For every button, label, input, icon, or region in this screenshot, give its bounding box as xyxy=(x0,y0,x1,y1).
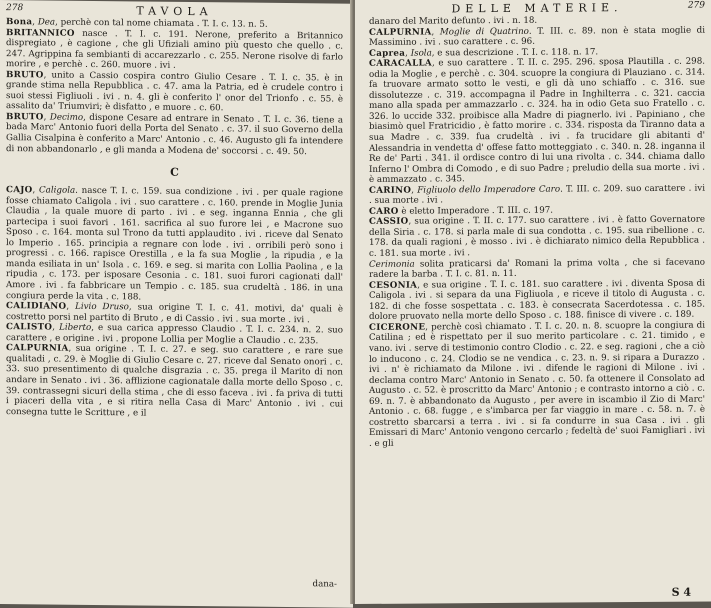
entry-text: , dispone Cesare ad entrare in Senato . T. I. c. 36. tiene a bada Marc' Antonio fuori della Porta del Senato . c. 37. il suo Governo della Gallia Cisalpina è conferito a Marc' Antonio . c. 46. Augusto gli fa intendere di non abbandonarlo , e gli manda a Modena de' soccorsi . c. 49. 50. xyxy=(6,112,344,157)
index-entry: Caprea, Isola, e sua descrizione . T. I. c. 118. n. 17. xyxy=(369,46,599,59)
index-entries-top xyxy=(6,17,343,158)
entry-text: . nasce T. I. c. 159. sua condizione . ivi . per quale ragione fosse chiamato Caligola . ivi . suo carattere . c. 160. prende in Moglie Junia Claudia , la quale muore di parto . ivi . e seg. inganna Ennia , che gli partecipa i suoi favori . 161. sacrifica al suo furore lei , e Macrone suo Sposo . c. 164. monta sul Trono da tutti applaudito . ivi . riceve dal Senato lo Imperio . 165. principia a regnare con lode . ivi . orribili però sono i progressi . c. 166. rapisce Orestilla , e la fa sua Moglie , la ripudia , e la manda esiliata in un' Isola . c. 169. e seg. si marita con Lollia Paolina , e la ripudia , c. 173. per isposare Cesonia . c. 181. suoi furori cagionati dall' Amore . ivi . fa fabbricare un Tempio . c. 185. sua crudeltà . 186. in una congiura perde la vita . c. 188. xyxy=(6,185,343,303)
index-entry xyxy=(369,257,705,280)
entry-headword: CALISTO xyxy=(6,322,53,333)
entry-text: . T. III. c. 89. non è stata moglie di Massimino . ivi . suo carattere . c. 96. xyxy=(369,25,705,48)
entry-text: , unito a Cassio cospira contro Giulio Cesare . T. I. c. 35. è in grande stima nella Repubblica . c. 47. ama la Patria, ed è crudele contro i suoi stessi Figliuoli . ivi . n. 4. gli è conferito l' onor del Trionfo . c. 55. è assalito da' Triumviri; è disfatto , e muore . c. 60. xyxy=(6,70,343,114)
entry-headword: CALIDIANO xyxy=(6,301,67,312)
left-page xyxy=(0,0,353,608)
index-entry xyxy=(369,320,705,449)
entry-headword: CAJO xyxy=(6,185,33,196)
entry-headword: BRUTO xyxy=(6,111,44,123)
entry-qualifier: Isola xyxy=(410,48,432,59)
entry-qualifier: Livio Druso xyxy=(75,301,129,313)
running-head-title-left: TAVOLA xyxy=(136,4,213,19)
signature-mark: S 4 xyxy=(671,585,691,599)
entry-qualifier: Dea xyxy=(37,17,56,28)
entry-text: danaro del Marito defunto . ivi . n. 18. xyxy=(369,15,538,27)
entry-headword: CALPURNIA xyxy=(369,27,432,38)
right-page xyxy=(355,0,711,604)
entry-text: , e suo carattere . T. II. c. 295. 296. sposa Plautilla . c. 298. odia la Moglie , e perchè . c. 304. scuopre la congiura di Plauziano . c. 314. fa truovare armato sotto le vesti, e gli dà uno schiaffo . c. 316. sue dissolutezze . c. 319. accompagna il Padre in Inghilterra . c. 321. caccia mano alla spada per ammazzarlo . c. 324. ha in odio Geta suo Fratello . c. 326. lo uccide 332. proibisce alla Madre di piagnerlo. ivi . Papiniano , che biasimò quel Fratricidio , è fatto morire . c. 334. risposta da Tiranno data a sua Madre . c. 339. fua crudeltà . ivi . fa trucidare gli abitanti d' Alessandria in vendetta d' offese fatto motteggiato . c. 340. n. 28. inganna il Re de' Parti . 341. il ordisce contro di lui una rivolta . c. 344. chiama dallo Inferno l' Ombra di Comodo , e di suo Padre ; preludio della sua morte . ivi . è ammazzato . c. 345. xyxy=(369,56,705,186)
entry-text: nasce . T. I. c. 191. Nerone, preferito a Britannico dispregiato , è cagione , che gli Ufiziali amino più questo che quello . c. 247. Agrippina fa sembianti di accarezzarlo . c. 255. Nerone risolve di farlo morire , e perchè . c. 260. muore . ivi . xyxy=(6,28,343,72)
entry-text: , e sua descrizione . T. I. c. 118. n. 17. xyxy=(431,46,599,59)
page-number-left: 278 xyxy=(6,3,24,14)
entry-text: , perchè così chiamato . T. I. c. 20. n. 8. scuopre la congiura di Catilina ; ed è rispettato per il suo merito particolare . c. 21. timido , e vano. ivi . serve di testimonio contro Clodio . c. 22. e seg. ragioni , che a ciò lo inducono . c. 24. Clodio se ne vendica . c. 23. n. 9. si ripara a Durazzo . ivi . n' è richiamato da Milone . ivi . difende le ragioni di Milone . ivi . declama contro Marc' Antonio in Senato . c. 50. fa ottenere il Consolato ad Augusto . c. 52. è proscritto da Marc' Antonio ; e contrasto intorno a ciò . c. 69. n. 7. è abbandonato da Augusto , per avere in iscambio il Zio di Marc' Antonio . c. 68. fugge , e s'imbarca per far viaggio in mare . c. 58. n. 7. è costretto sbarcarsi a terra . ivi . si fa condurre in sua Casa . ivi . gli Emissari di Marc' Antonio vengono cercarlo ; fedeltà de' suoi Famigliari . ivi . e gli xyxy=(369,320,705,449)
entry-qualifier: Liberto xyxy=(59,322,92,334)
entry-headword: Caprea xyxy=(369,48,406,59)
entry-headword: CARACALLA xyxy=(369,58,432,70)
entry-headword: CARO xyxy=(369,206,399,217)
entry-text: solita praticarsi da' Romani la prima volta , che si facevano radere la barba . T. I. c. 81. n. 11. xyxy=(369,257,705,281)
entry-qualifier: Cerimonia xyxy=(369,259,415,270)
entry-text: , sua origine . T. II. c. 177. suo carattere . ivi . è fatto Governatore della Siria . c. 178. si parla male di sua condotta . c. 195. sua ribellione . c. 178. da quali ragioni , è mosso . ivi . è dichiarato nimico della Repubblica . c. 181. sua morte . ivi . xyxy=(369,214,705,259)
catchword-left: dana- xyxy=(312,579,337,590)
entry-text: , sua origine . T. I. c. 27. e seg. suo carattere , e rare sue qualitadi , c. 29. è Moglie di Giulio Cesare c. 27. riceve dal Senato onori . c. 33. suo presentimento di qualche disgrazia . c. 35. prega il Marito di non andare in Senato . ivi . 36. afflizione cagionatale dalla morte dello Sposo . c. 39. contrassegni sicuri della stima , che di esso faceva . ivi . fa priva di tutti i piaceri della vita , e si ritira nella Casa di Marc' Antonio . ivi . cui consegna tutte le Scritture , e il xyxy=(6,344,343,419)
entry-headword: CARINO xyxy=(369,185,412,196)
entry-qualifier: Moglie di Quatrino xyxy=(439,26,529,37)
entry-qualifier: Figliuolo dello Imperadore Caro xyxy=(417,184,561,196)
entry-text: . T. III. c. 209. suo carattere . ivi . sua morte . ivi . xyxy=(369,183,705,207)
index-entry xyxy=(6,343,343,420)
entry-qualifier: Caligola xyxy=(39,185,76,196)
entry-headword: BRITANNICO xyxy=(6,27,75,39)
entry-text: , sua origine T. I. c. 41. motivi, da' quali è costretto porsi nel partito di Bruto , e di Cassio . ivi . sua morte . ivi . xyxy=(6,302,343,325)
entry-headword: CALPURNIA xyxy=(6,343,69,355)
entry-text: , e sua carica appresso Claudio . T. I. c. 234. n. 2. suo carattere , e origine . ivi . propone Lollia per Moglie a Claudio . c. 235. xyxy=(6,323,343,347)
index-entry: CAJO, Caligola. nasce T. I. c. 159. sua condizione . ivi . per quale ragione fosse chiamato Caligola . ivi . suo carattere . c. 160. prende in Moglie Junia Claudia , la quale muore di parto . ivi . e seg. inganna Ennia , che gli partecipa i suoi favori . 161. sacrifica al suo furore lei , e Macrone suo Sposo . c. 164. monta sul Trono da tutti applaudito . ivi . riceve dal Senato lo Imperio . 165. principia a regnare con lode . ivi . orribili però sono i progressi . c. 166. rapisce Orestilla , e la fa sua Moglie , la ripudia , e la manda esiliata in un' Isola . c. 169. e seg. si marita con Lollia Paolina , e la ripudia , c. 173. per isposare Cesonia . c. 181. suoi furori cagionati dall' Amore . ivi . fa fabbricare un Tempio . c. 185. sua crudeltà . 186. in una congiura perde la vita . c. 188. xyxy=(6,185,343,303)
index-entries-c xyxy=(6,185,343,421)
entry-headword: Bona xyxy=(6,17,33,28)
index-entry: CALIDIANO, Livio Druso, sua origine T. I. c. 41. motivi, da' quali è costretto porsi nel partito di Bruto , e di Cassio . ivi . sua morte . ivi . xyxy=(6,301,343,325)
page-number-right: 279 xyxy=(687,0,705,11)
entry-headword: BRUTO xyxy=(6,69,44,81)
index-entry: CARINO, Figliuolo dello Imperadore Caro. T. III. c. 209. suo carattere . ivi . sua morte . ivi . xyxy=(369,183,705,207)
entry-headword: CASSIO xyxy=(369,217,409,228)
entry-text: , e sua origine . T. I. c. 181. suo carattere . ivi . diventa Sposa di Caligola . ivi . si separa da una Figliuola , e riceve il titolo di Augusta . c. 182. di che fosse sospettata . c. 183. è consecrata Sacerdotessa . c. 185. dolore pruovato nella morte dello Sposo . c. 188. finisce di vivere . c. 189. xyxy=(369,278,705,323)
index-entries-right xyxy=(369,15,705,450)
index-entry xyxy=(6,70,343,116)
section-letter: C xyxy=(170,165,179,179)
entry-qualifier: Decimo xyxy=(49,112,84,123)
entry-text: , perchè con tal nome chiamata . T. I. c. 13. n. 5. xyxy=(55,17,268,30)
entry-headword: CESONIA xyxy=(369,280,418,291)
index-entry xyxy=(369,57,705,186)
index-entry: CALISTO, Liberto, e sua carica appresso Claudio . T. I. c. 234. n. 2. suo carattere , e origine . ivi . propone Lollia per Moglie a Claudio . c. 235. xyxy=(6,322,343,347)
index-entry xyxy=(369,278,705,323)
index-entry: BRUTO, Decimo, dispone Cesare ad entrare in Senato . T. I. c. 36. tiene a bada Marc' Antonio fuori della Porta del Senato . c. 37. il suo Governo della Gallia Cisalpina è conferito a Marc' Antonio . c. 46. Augusto gli fa intendere di non abbandonarlo , e gli manda a Modena de' soccorsi . c. 49. 50. xyxy=(6,111,344,157)
index-entry xyxy=(6,28,343,74)
running-head-right xyxy=(369,1,705,16)
entry-headword: CICERONE xyxy=(369,322,426,333)
index-entry: Bona, Dea, perchè con tal nome chiamata . T. I. c. 13. n. 5. xyxy=(6,17,268,30)
entry-text: è eletto Imperadore . T. III. c. 197. xyxy=(398,205,554,217)
running-head-title-right: DELLE MATERIE. xyxy=(451,1,623,16)
index-entry: CALPURNIA, Moglie di Quatrino. T. III. c. 89. non è stata moglie di Massimino . ivi . suo carattere . c. 96. xyxy=(369,25,705,48)
index-entry xyxy=(369,215,705,260)
